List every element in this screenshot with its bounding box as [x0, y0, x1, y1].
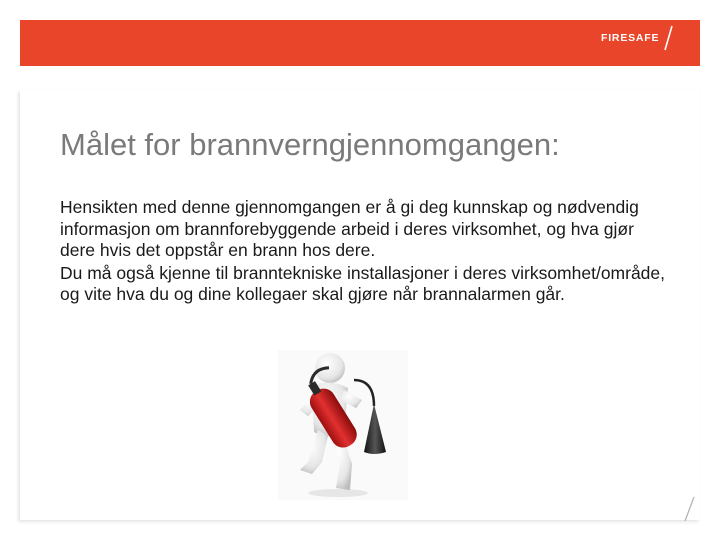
slash-icon — [663, 25, 673, 51]
fire-extinguisher-illustration — [278, 350, 408, 500]
slide-body — [60, 197, 670, 307]
figure-with-extinguisher-icon — [278, 350, 408, 500]
corner-slash-icon — [676, 496, 696, 522]
brand-text: FIRESAFE — [601, 32, 660, 44]
paragraph-purpose: Hensikten med denne gjennomgangen er å gi deg kunnskap og nødvendig informasjon om brannforebyggende arbeid i deres virksomhet, og hva gjør dere hvis det oppstår en brann hos dere. — [60, 197, 639, 260]
brand-logo — [601, 23, 673, 53]
slide-title: Målet for brannverngjennomgangen: — [60, 127, 560, 162]
paragraph-installations: Du må også kjenne til branntekniske installasjoner i deres virksomhet/område, og vite hva du og dine kollegaer skal gjøre når brannalarmen går. — [60, 262, 666, 304]
header-bar — [20, 20, 700, 66]
